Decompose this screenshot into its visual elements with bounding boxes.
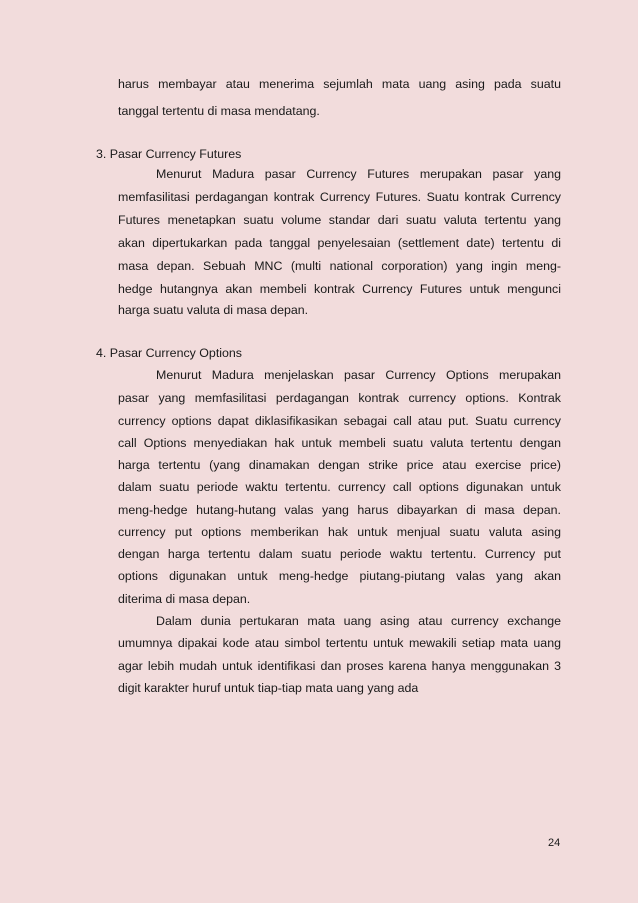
paragraph-line: Dalam dunia pertukaran mata uang asing atau currency exchange bbox=[156, 614, 561, 628]
paragraph-line: harus membayar atau menerima sejumlah mata uang asing pada suatu bbox=[118, 77, 561, 91]
page-number: 24 bbox=[548, 837, 561, 849]
paragraph-line: harga suatu valuta di masa depan. bbox=[118, 303, 309, 317]
paragraph-line: digit karakter huruf untuk tiap-tiap mata uang yang ada bbox=[118, 681, 419, 695]
paragraph-line: agar lebih mudah untuk identifikasi dan proses karena hanya menggunakan 3 bbox=[118, 659, 561, 673]
section-heading-currency-options: 4. Pasar Currency Options bbox=[96, 346, 242, 360]
paragraph-line: dalam suatu periode waktu tertentu. currency call options digunakan untuk bbox=[118, 480, 561, 494]
paragraph-line: hedge hutangnya akan membeli kontrak Currency Futures untuk mengunci bbox=[118, 282, 561, 296]
paragraph-line: currency put options memberikan hak untuk menjual suatu valuta asing bbox=[118, 525, 561, 539]
paragraph-line: Menurut Madura pasar Currency Futures merupakan pasar yang bbox=[156, 167, 561, 181]
paragraph-line: call Options menyediakan hak untuk membeli suatu valuta tertentu dengan bbox=[118, 436, 561, 450]
paragraph-line: akan dipertukarkan pada tanggal penyelesaian (settlement date) tertentu di bbox=[118, 236, 561, 250]
paragraph-line: dengan harga tertentu dalam suatu periode waktu tertentu. Currency put bbox=[118, 547, 561, 561]
paragraph-line: currency options dapat diklasifikasikan sebagai call atau put. Suatu currency bbox=[118, 414, 561, 428]
paragraph-line: pasar yang memfasilitasi perdagangan kontrak currency options. Kontrak bbox=[118, 391, 561, 405]
paragraph-line: memfasilitasi perdagangan kontrak Currency Futures. Suatu kontrak Currency bbox=[118, 190, 561, 204]
section-heading-currency-futures: 3. Pasar Currency Futures bbox=[96, 147, 242, 161]
paragraph-line: umumnya dipakai kode atau simbol tertentu untuk mewakili setiap mata uang bbox=[118, 636, 561, 650]
paragraph-line: masa depan. Sebuah MNC (multi national corporation) yang ingin meng- bbox=[118, 259, 561, 273]
paragraph-line: tanggal tertentu di masa mendatang. bbox=[118, 104, 320, 118]
paragraph-line: meng-hedge hutang-hutang valas yang harus dibayarkan di masa depan. bbox=[118, 503, 561, 517]
paragraph-line: Menurut Madura menjelaskan pasar Currency Options merupakan bbox=[156, 368, 561, 382]
paragraph-line: diterima di masa depan. bbox=[118, 592, 251, 606]
paragraph-line: options digunakan untuk meng-hedge piutang-piutang valas yang akan bbox=[118, 569, 561, 583]
paragraph-line: Futures menetapkan suatu volume standar dari suatu valuta tertentu yang bbox=[118, 213, 561, 227]
paragraph-line: harga tertentu (yang dinamakan dengan strike price atau exercise price) bbox=[118, 458, 561, 472]
